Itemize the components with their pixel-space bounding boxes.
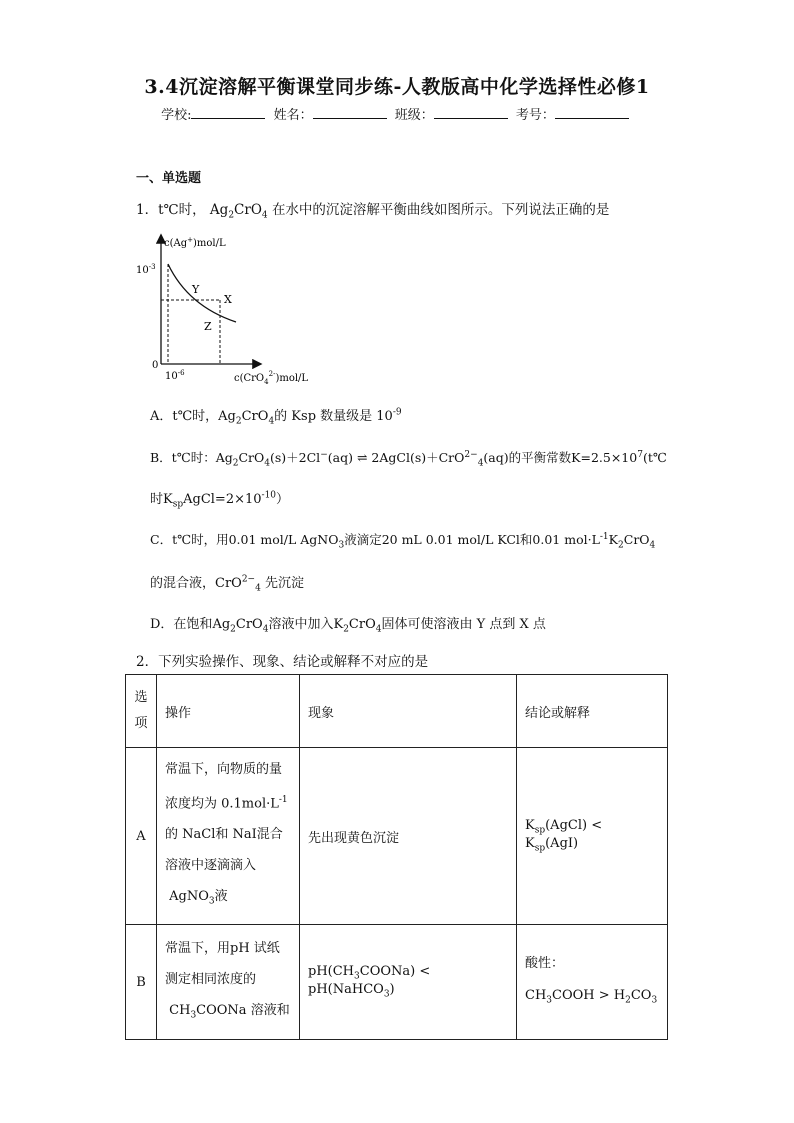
school-label: 学校: (161, 108, 192, 123)
table-row (126, 748, 668, 925)
header-phenomenon: 现象 (300, 675, 517, 748)
solubility-curve-chart (128, 228, 328, 390)
option-d[interactable]: D．在饱和$Ag_2CrO_4$溶液中加入$K_2CrO_4$固体可使溶液由 Y 点到 X 点 (150, 617, 546, 635)
opt-b-f: (t℃ (642, 450, 667, 465)
origin-label: 0 (152, 360, 159, 371)
page-title: 3.4沉淀溶解平衡课堂同步练-人教版高中化学选择性必修1 (144, 76, 650, 98)
option-b-line2: 时$K_{sp}AgCl=2\times 10^{-10}$） (150, 490, 290, 510)
option-b-line1[interactable]: B．t℃时：$Ag_2CrO_4(s)+2Cl^-(aq)$ ⇌ 2AgCl(s)＋CrO$^{2-}_4$(aq)的平衡常数$K=2.5\times 10^7(t℃$ (150, 449, 667, 469)
point-z-label: Z (204, 320, 212, 333)
header-option: 选 项 (126, 675, 157, 748)
opt-b2-c: -10 (261, 490, 277, 501)
exam-no-label: 考号： (515, 108, 555, 123)
name-label: 姓名： (273, 108, 313, 123)
row-a-phenomenon: 先出现黄色沉淀 (300, 748, 517, 925)
row-a-operation: 常温下，向物质的量 浓度均为 $0.1mol\cdot L^{-1}$ 的 NaCl和 NaI混合 溶液中逐滴滴入 AgNO$_3$液 (157, 748, 300, 925)
table-header-row (126, 675, 668, 748)
opt-d-b: 溶液中加入 (268, 617, 334, 632)
opt-b-a: B．t℃时： (150, 450, 216, 465)
row-b-operation: 常温下，用pH 试纸 测定相同浓度的 $CH_3COONa$ 溶液和 (157, 925, 300, 1040)
q1-text-b: 在水中的沉淀溶解平衡曲线如图所示。下列说法正确的是 (271, 202, 610, 218)
opt-b-c: (aq) (327, 450, 353, 465)
opt-a-pre: A．t℃时， (150, 409, 219, 424)
opt-d-a: D．在饱和 (150, 617, 213, 632)
opt-d-c: 固体可使溶液由 Y 点到 X 点 (381, 617, 546, 632)
opt-c-a: C．t℃时，用0.01 mol/L AgNO (150, 532, 339, 547)
opt-b-b: (s)＋2Cl (270, 450, 321, 465)
experiment-table (125, 674, 668, 1040)
question-2-stem: 2．下列实验操作、现象、结论或解释不对应的是 (136, 654, 429, 670)
opt-a-exp: -9 (392, 407, 402, 418)
class-label: 班级： (394, 108, 434, 123)
opt-b-d: 2AgCl(s)＋CrO (371, 450, 465, 465)
question-1-stem: 1．t℃时， $Ag_2CrO_4$ 在水中的沉淀溶解平衡曲线如图所示。下列说法正确的是 (136, 202, 610, 221)
row-b-phenomenon: $pH(CH_3COONa)$ < pH(NaHCO$_3$) (300, 925, 517, 1040)
y-tick-label: $10^{-3}$ (136, 263, 156, 276)
option-c-line2: 的混合液，CrO$^{2-}_4$ 先沉淀 (150, 574, 304, 594)
option-c-line1[interactable]: C．t℃时，用0.01 mol/L AgNO$_3$液滴定20 mL 0.01 mol/L KCl和0.01 $mol\cdot L^{-1}K_2CrO_4$ (150, 531, 656, 551)
opt-b2-a: 时K (150, 492, 173, 507)
row-b-conclusion: 酸性： $CH_3COOH > H_2CO_3$ (517, 925, 668, 1040)
point-x-label: X (224, 293, 232, 306)
option-a[interactable]: A．t℃时，$Ag_2CrO_4$的 Ksp 数量级是 $10^{-9}$ (150, 407, 402, 427)
opt-b2-b: AgCl=2×10 (183, 492, 262, 507)
opt-c2-a: 的混合液，CrO (150, 576, 242, 591)
opt-b2-d: ） (276, 492, 290, 507)
school-blank[interactable] (191, 106, 265, 119)
section-heading: 一、单选题 (136, 171, 202, 186)
equilibrium-arrow-icon: ⇌ (356, 450, 368, 465)
q1-text-a: t℃时， (158, 202, 206, 218)
header-operation: 操作 (157, 675, 300, 748)
opt-c2-b: 先沉淀 (264, 576, 304, 591)
table-row (126, 925, 668, 1040)
point-y-label: Y (192, 283, 200, 296)
row-a-conclusion: $K_{sp}(AgCl) < K_{sp}(AgI)$ (517, 748, 668, 925)
x-tick-label: $10^{-6}$ (165, 369, 185, 382)
row-b-option: B (126, 925, 157, 1040)
row-a-option: A (126, 748, 157, 925)
opt-c-b: 液滴定20 mL 0.01 mol/L KCl和0.01 mol·L (344, 532, 600, 547)
y-axis-label: c(Ag+)mol/L (164, 236, 226, 249)
question-1-number: 1． (136, 202, 159, 218)
student-info-line (0, 104, 794, 123)
class-blank[interactable] (434, 106, 508, 119)
header-conclusion: 结论或解释 (517, 675, 668, 748)
exam-no-blank[interactable] (555, 106, 629, 119)
x-axis-label: c(CrO$_4^{2-}$)mol/L (234, 370, 309, 386)
name-blank[interactable] (313, 106, 387, 119)
opt-b-e: (aq)的平衡常数K=2.5×10 (483, 450, 638, 465)
opt-a-post: 的 Ksp 数量级是 10 (274, 409, 393, 424)
